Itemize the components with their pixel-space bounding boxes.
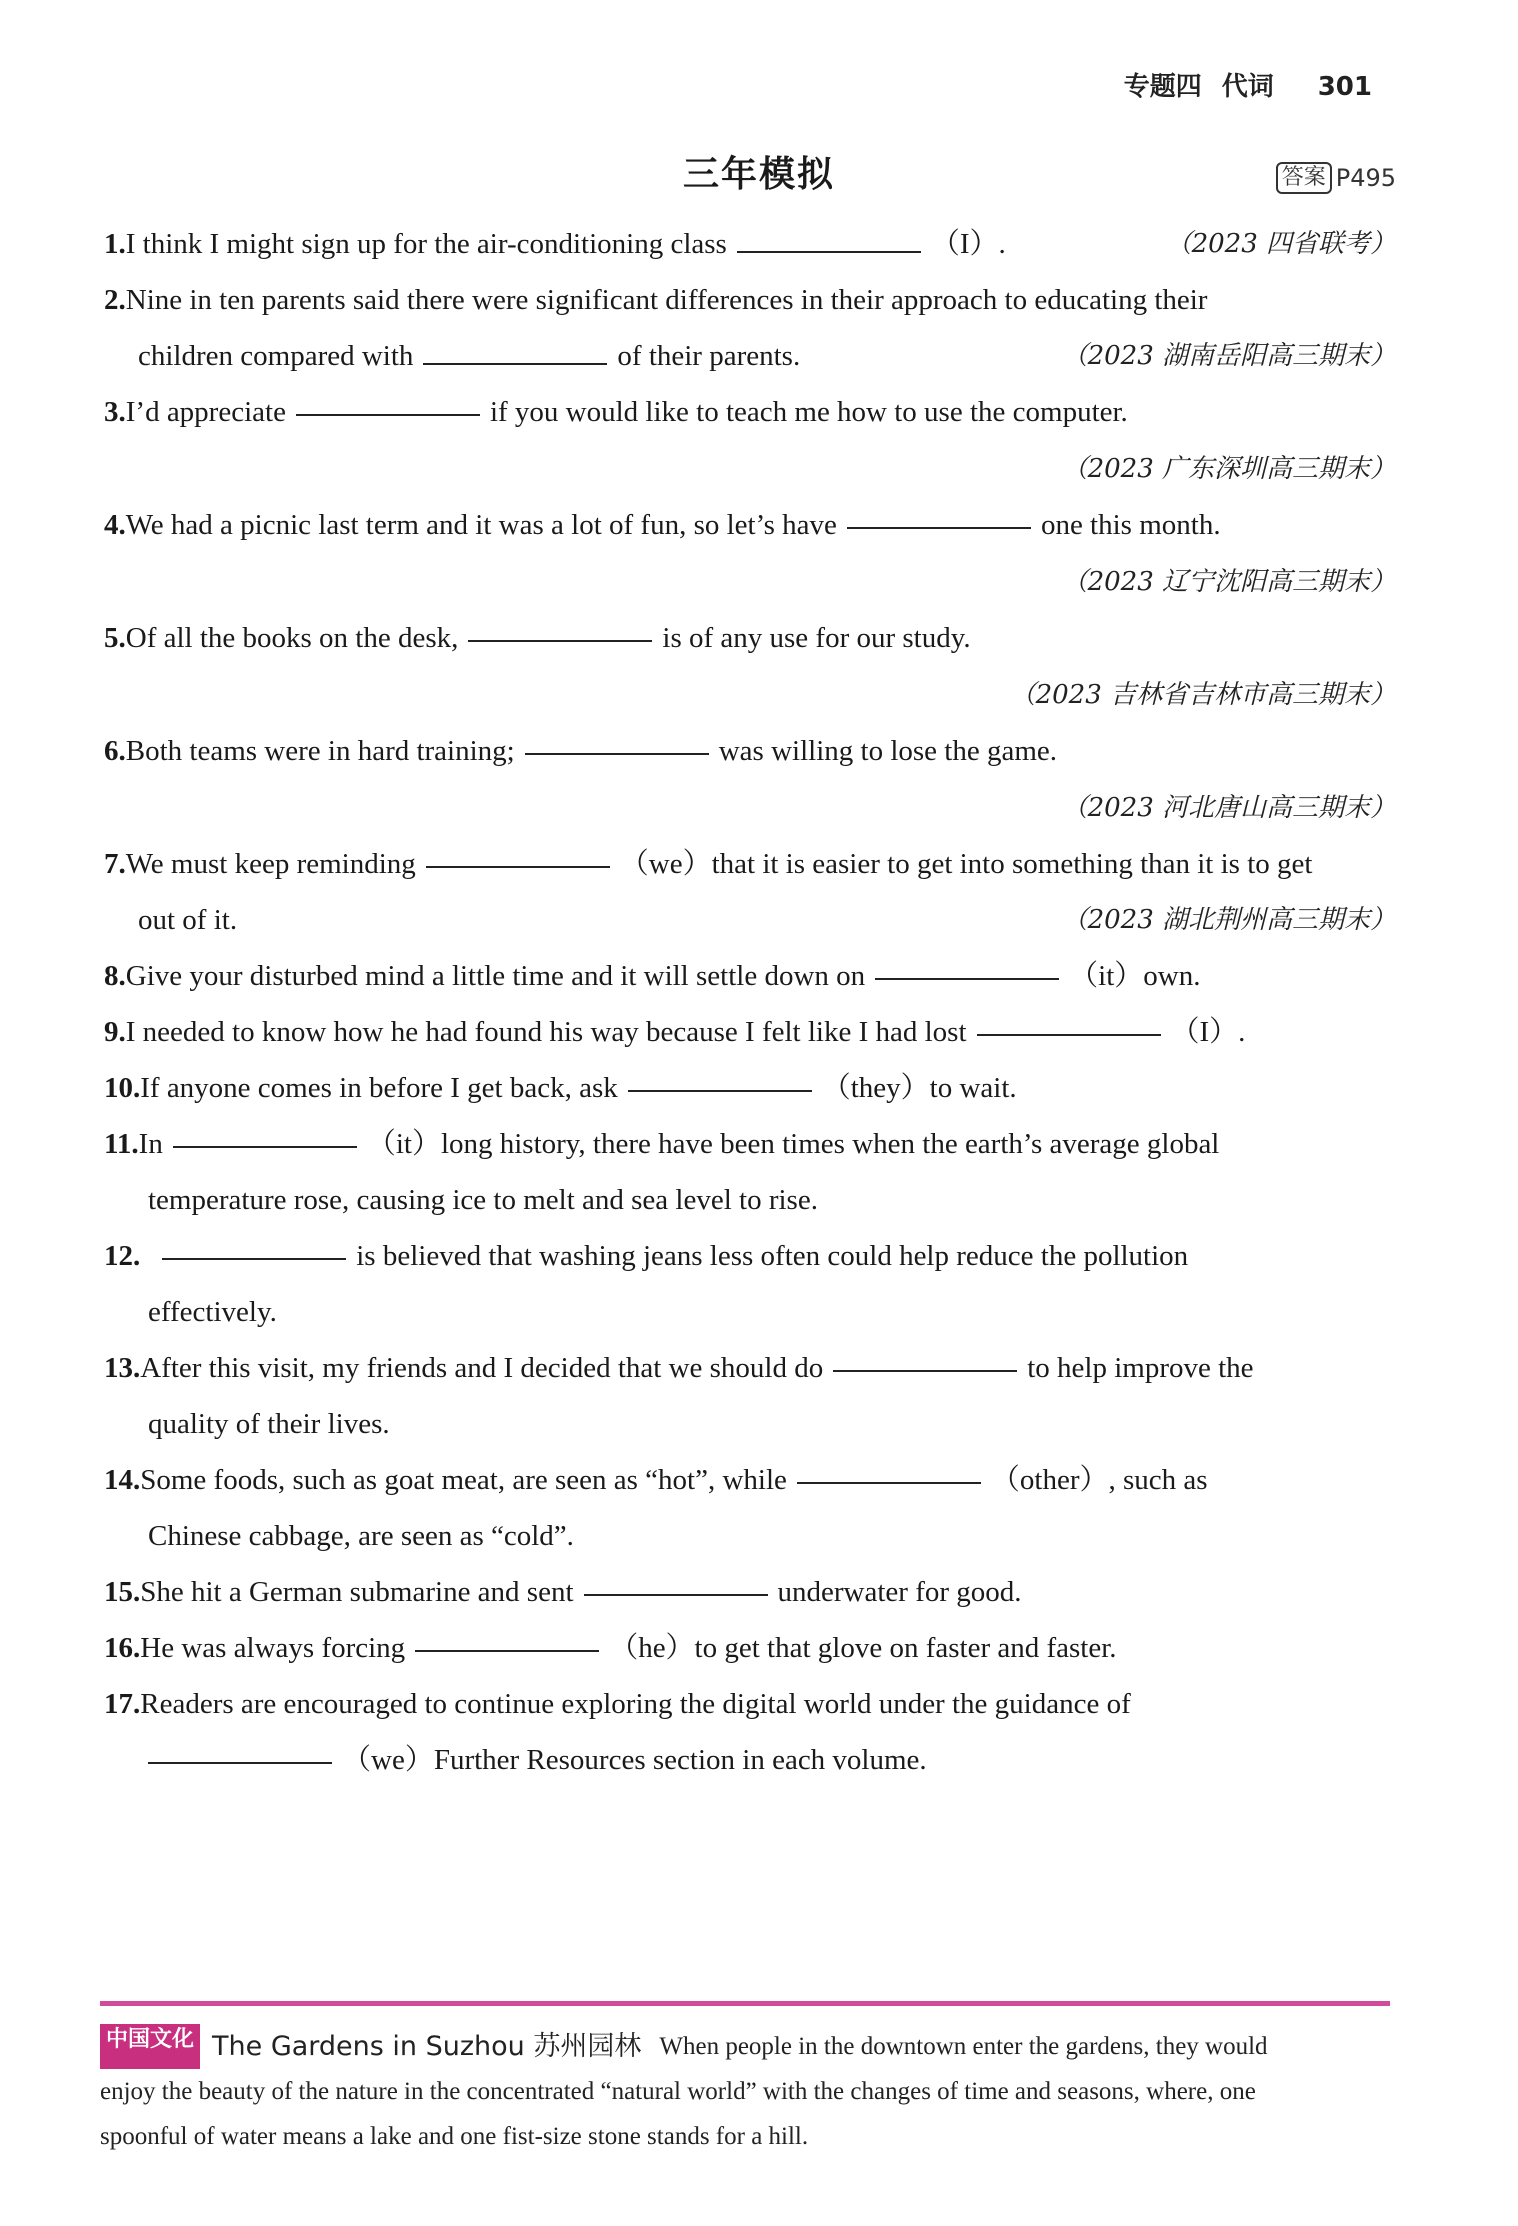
question-number: 17. [104,1688,141,1720]
question-text: I’d appreciate [125,396,286,428]
question-text: We had a picnic last term and it was a lot of fun, so let’s have [125,509,837,541]
question-text: of their parents. [617,340,801,372]
question-text: underwater for good. [777,1576,1022,1608]
question-text: （they）to wait. [821,1072,1017,1104]
question-text: is of any use for our study. [662,622,971,654]
question-number: 4. [104,509,126,541]
question-text: temperature rose, causing ice to melt and sea level to rise. [148,1184,818,1216]
question-5 [104,610,1396,723]
culture-text: When people in the downtown enter the gardens, they would [659,2033,1268,2060]
question-3 [104,384,1396,497]
answer-blank[interactable] [148,1732,332,1764]
question-text: He was always forcing [140,1632,406,1664]
question-12 [104,1228,1396,1340]
question-source: （2023 河北唐山高三期末） [1061,793,1396,823]
question-text: （it）long history, there have been times when the earth’s average global [366,1128,1220,1160]
question-number: 16. [104,1632,141,1664]
answer-blank[interactable] [426,836,610,868]
running-head [1124,66,1372,103]
question-text: Some foods, such as goat meat, are seen as “hot”, while [140,1464,787,1496]
question-number: 7. [104,848,126,880]
question-text: （we）Further Resources section in each volume. [342,1744,927,1776]
question-10 [104,1060,1396,1116]
question-11 [104,1116,1396,1228]
culture-tag: 中国文化 [100,2024,200,2069]
question-text: Of all the books on the desk, [125,622,459,654]
question-text: （I）. [930,228,1006,260]
question-text: （it）own. [1069,960,1201,992]
question-number: 12. [104,1240,141,1272]
answer-blank[interactable] [584,1564,768,1596]
question-text: children compared with [138,340,414,372]
question-text: I needed to know how he had found his way because I felt like I had lost [125,1016,967,1048]
question-text: Chinese cabbage, are seen as “cold”. [148,1520,574,1552]
question-text: effectively. [148,1296,277,1328]
question-15 [104,1564,1396,1620]
question-number: 1. [104,228,126,260]
question-number: 11. [104,1128,139,1160]
question-text: （he）to get that glove on faster and faster. [609,1632,1117,1664]
answer-blank[interactable] [173,1116,357,1148]
answer-label: 答案 [1276,162,1332,194]
culture-box [100,2001,1390,2159]
culture-text: spoonful of water means a lake and one fist-size stone stands for a hill. [100,2123,809,2150]
question-text: Readers are encouraged to continue exploring the digital world under the guidance of [140,1688,1131,1720]
question-text: out of it. [138,904,238,936]
question-text: quality of their lives. [148,1408,390,1440]
question-text: to help improve the [1027,1352,1254,1384]
question-text: one this month. [1040,509,1221,541]
question-text: In [138,1128,163,1160]
answer-blank[interactable] [875,948,1059,980]
answer-blank[interactable] [737,221,921,253]
question-number: 15. [104,1576,141,1608]
question-number: 14. [104,1464,141,1496]
question-number: 10. [104,1072,141,1104]
question-source: （2023 广东深圳高三期末） [1061,454,1396,484]
question-14 [104,1452,1396,1564]
question-text: After this visit, my friends and I decided that we should do [140,1352,824,1384]
question-text: Nine in ten parents said there were significant differences in their approach to educating their [125,284,1208,316]
section-label: 专题四 [1123,72,1202,102]
question-source: （2023 辽宁沈阳高三期末） [1061,567,1396,597]
question-source: （2023 湖北荆州高三期末） [1061,905,1396,935]
question-9 [104,1004,1396,1060]
question-text: If anyone comes in before I get back, ask [140,1072,618,1104]
answer-blank[interactable] [296,384,480,416]
question-text: （I）. [1170,1016,1246,1048]
question-text: She hit a German submarine and sent [140,1576,574,1608]
answer-blank[interactable] [525,723,709,755]
answer-blank[interactable] [628,1060,812,1092]
question-number: 9. [104,1016,126,1048]
question-number: 2. [104,284,126,316]
answer-blank[interactable] [833,1340,1017,1372]
question-8 [104,948,1396,1004]
page-title: 三年模拟 [682,154,835,195]
answer-reference [1276,162,1396,194]
answer-blank[interactable] [423,333,607,365]
question-1 [104,216,1396,272]
question-text: （we）that it is easier to get into something than it is to get [619,848,1313,880]
culture-heading: The Gardens in Suzhou 苏州园林 [212,2031,642,2062]
question-text: is believed that washing jeans less often could help reduce the pollution [356,1240,1189,1272]
question-source: （2023 吉林省吉林市高三期末） [1009,680,1396,710]
page-number: 301 [1317,72,1372,102]
question-source: （2023 四省联考） [1165,229,1396,259]
question-text: Give your disturbed mind a little time and it will settle down on [125,960,866,992]
answer-blank[interactable] [797,1452,981,1484]
answer-page: P495 [1335,164,1396,192]
question-number: 6. [104,735,126,767]
answer-blank[interactable] [977,1004,1161,1036]
question-list [104,216,1396,1788]
chapter-label: 代词 [1221,72,1274,102]
question-text: I think I might sign up for the air-conditioning class [125,228,727,260]
question-number: 13. [104,1352,141,1384]
question-16 [104,1620,1396,1676]
question-number: 8. [104,960,126,992]
question-17 [104,1676,1396,1788]
culture-text: enjoy the beauty of the nature in the concentrated “natural world” with the changes of time and seasons, where, one [100,2078,1256,2105]
question-13 [104,1340,1396,1452]
answer-blank[interactable] [847,497,1031,529]
answer-blank[interactable] [468,610,652,642]
question-7 [104,836,1396,948]
question-text: We must keep reminding [125,848,416,880]
question-text: if you would like to teach me how to use the computer. [489,396,1128,428]
question-2 [104,272,1396,384]
question-4 [104,497,1396,610]
question-text: was willing to lose the game. [718,735,1058,767]
question-number: 5. [104,622,126,654]
question-number: 3. [104,396,126,428]
answer-blank[interactable] [415,1620,599,1652]
question-6 [104,723,1396,836]
answer-blank[interactable] [162,1228,346,1260]
question-text: Both teams were in hard training; [125,735,515,767]
question-text: （other）, such as [990,1464,1208,1496]
question-source: （2023 湖南岳阳高三期末） [1061,341,1396,371]
